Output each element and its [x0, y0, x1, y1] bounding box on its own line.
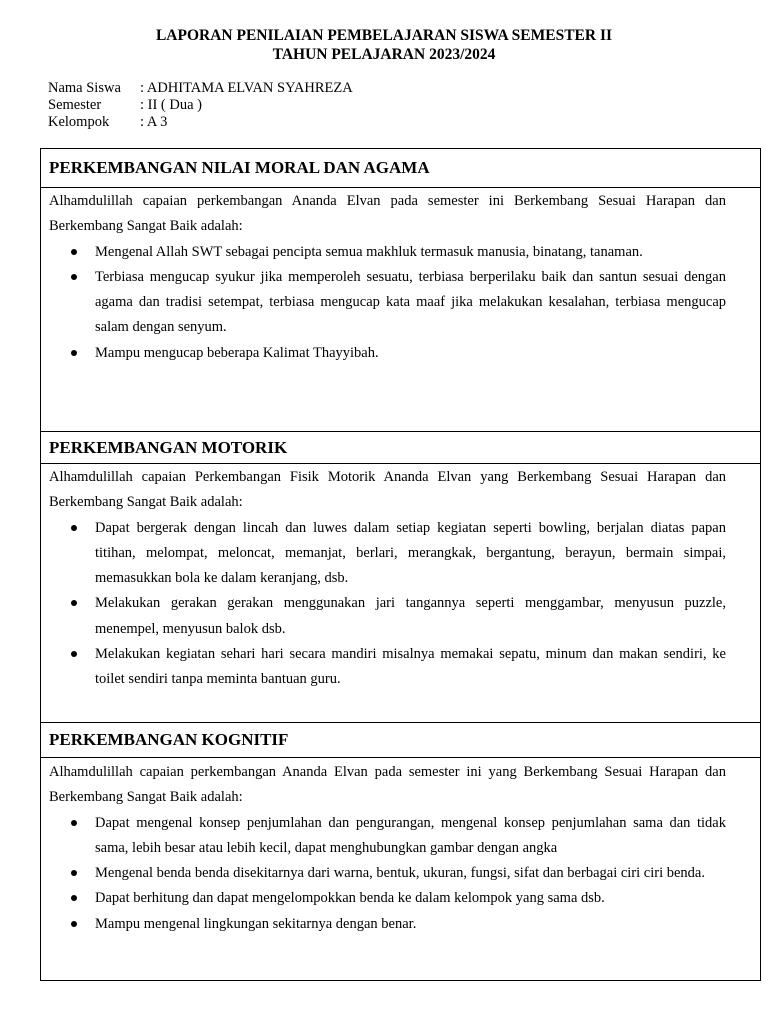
group-value: : A 3 — [140, 114, 168, 130]
list-item: Terbiasa mengucap syukur jika memperoleh sesuatu, terbiasa berperilaku baik dan santun sesuai dengan agama dan tradisi setempat, terbiasa mengucap kata maaf jika melakukan kesalahan, terbiasa mengucap salam dengan senyum. — [49, 265, 726, 341]
list-item: Dapat bergerak dengan lincah dan luwes dalam setiap kegiatan seperti bowling, berjalan diatas papan titihan, melompat, meloncat, memanjat, berlari, merangkak, bergantung, berayun, bermain simpai, memasukkan bola ke dalam keranjang, dsb. — [49, 516, 726, 592]
bullet-icon — [71, 600, 77, 606]
semester-row — [48, 97, 353, 114]
section-intro: Alhamdulillah capaian perkembangan Ananda Elvan pada semester ini yang Berkembang Sesuai Harapan dan Berkembang Sangat Baik adalah: — [49, 764, 726, 806]
section-body-cognitive — [49, 760, 726, 937]
report-title-line-1: LAPORAN PENILAIAN PEMBELAJARAN SISWA SEMESTER II — [155, 27, 613, 44]
section-heading-cognitive: PERKEMBANGAN KOGNITIF — [41, 723, 760, 758]
section-heading-moral-religion: PERKEMBANGAN NILAI MORAL DAN AGAMA — [41, 149, 760, 188]
student-name-label: Nama Siswa — [48, 80, 121, 96]
bullet-icon — [71, 274, 77, 280]
bullet-icon — [71, 895, 77, 901]
list-item: Mampu mengucap beberapa Kalimat Thayyibah. — [49, 341, 726, 366]
bullet-icon — [71, 249, 77, 255]
semester-label: Semester — [48, 97, 102, 113]
bullet-icon — [71, 921, 77, 927]
report-title — [0, 26, 768, 64]
list-item: Mengenal Allah SWT sebagai pencipta semua makhluk termasuk manusia, binatang, tanaman. — [49, 240, 726, 265]
section-intro: Alhamdulillah capaian perkembangan Ananda Elvan pada semester ini Berkembang Sesuai Harapan dan Berkembang Sangat Baik adalah: — [49, 193, 726, 235]
bullet-icon — [71, 820, 77, 826]
achievement-list — [49, 240, 726, 366]
bullet-icon — [71, 525, 77, 531]
report-title-line-2: TAHUN PELAJARAN 2023/2024 — [272, 46, 496, 63]
semester-value: : II ( Dua ) — [140, 97, 203, 113]
list-item: Mampu mengenal lingkungan sekitarnya dengan benar. — [49, 912, 726, 937]
bullet-icon — [71, 651, 77, 657]
list-item: Melakukan gerakan gerakan menggunakan jari tangannya seperti menggambar, menyusun puzzle, menempel, menyusun balok dsb. — [49, 591, 726, 642]
section-body-motor — [49, 465, 726, 693]
student-name-value: : ADHITAMA ELVAN SYAHREZA — [140, 80, 353, 96]
group-row — [48, 114, 353, 131]
list-item: Dapat berhitung dan dapat mengelompokkan benda ke dalam kelompok yang sama dsb. — [49, 886, 726, 911]
section-body-moral-religion — [49, 189, 726, 366]
group-label: Kelompok — [48, 114, 110, 130]
achievement-list — [49, 516, 726, 693]
report-table — [40, 148, 761, 981]
bullet-icon — [71, 870, 77, 876]
student-name-row — [48, 80, 353, 97]
bullet-icon — [71, 350, 77, 356]
section-heading-motor: PERKEMBANGAN MOTORIK — [41, 432, 760, 464]
achievement-list — [49, 811, 726, 937]
list-item: Dapat mengenal konsep penjumlahan dan pengurangan, mengenal konsep penjumlahan sama dan tidak sama, lebih besar atau lebih kecil, dapat menghubungkan gambar dengan angka — [49, 811, 726, 862]
student-info — [48, 80, 353, 131]
section-intro: Alhamdulillah capaian Perkembangan Fisik Motorik Ananda Elvan yang Berkembang Sesuai Harapan dan Berkembang Sangat Baik adalah: — [49, 469, 726, 511]
list-item: Melakukan kegiatan sehari hari secara mandiri misalnya memakai sepatu, minum dan makan sendiri, ke toilet sendiri tanpa meminta bantuan guru. — [49, 642, 726, 693]
list-item: Mengenal benda benda disekitarnya dari warna, bentuk, ukuran, fungsi, sifat dan berbagai ciri ciri benda. — [49, 861, 726, 886]
